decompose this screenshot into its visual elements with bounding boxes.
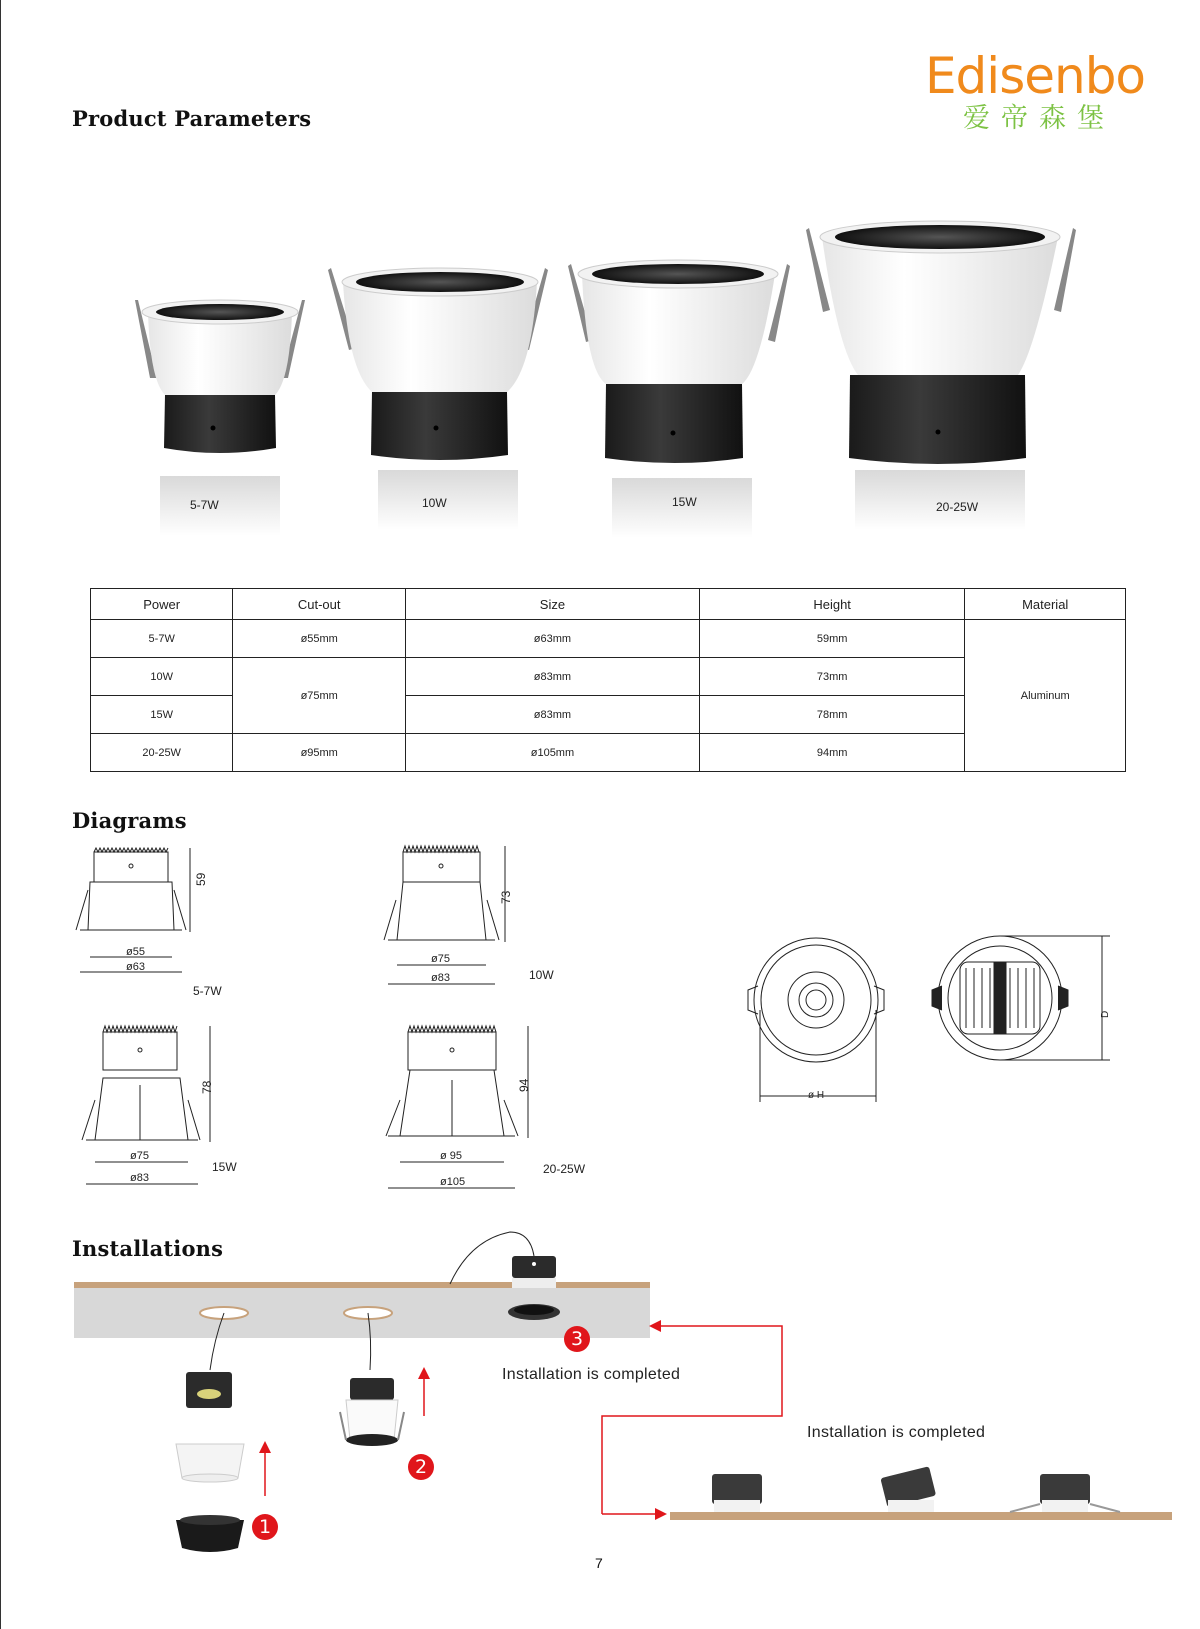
ceiling-board <box>74 1282 650 1338</box>
page-number: 7 <box>595 1555 603 1571</box>
dim-outer-15w: ø83 <box>130 1172 149 1184</box>
step-2-badge: 2 <box>408 1454 434 1480</box>
installation-illustration <box>0 1230 1200 1570</box>
cell-material: Aluminum <box>965 620 1126 772</box>
dim-inner-20-25w: ø 95 <box>440 1150 463 1162</box>
product-photo-10w <box>328 268 548 530</box>
dim-depth: D <box>1100 1010 1111 1018</box>
installation-completed-text-1: Installation is completed <box>502 1366 681 1383</box>
step-1-badge: 1 <box>252 1514 278 1540</box>
cell-cutout: ø55mm <box>233 620 406 658</box>
product-photo-5-7w <box>135 300 305 536</box>
cell-power: 20-25W <box>91 734 233 772</box>
header-power: Power <box>91 589 233 620</box>
header-height: Height <box>699 589 965 620</box>
cell-size: ø63mm <box>406 620 700 658</box>
cell-power: 5-7W <box>91 620 233 658</box>
product-caption-5-7w: 5-7W <box>190 498 219 512</box>
cell-height: 73mm <box>699 658 965 696</box>
header-size: Size <box>406 589 700 620</box>
product-caption-20-25w: 20-25W <box>936 500 979 514</box>
dim-outer-10w: ø83 <box>431 972 450 984</box>
cell-height: 59mm <box>699 620 965 658</box>
header-material: Material <box>965 589 1126 620</box>
technical-diagrams <box>0 840 1200 1210</box>
product-caption-15w: 15W <box>672 495 697 509</box>
installation-completed-text-2: Installation is completed <box>807 1424 986 1441</box>
logo-name-en: Edisenbo <box>924 47 1146 105</box>
dim-height-5-7w: 59 <box>194 872 208 886</box>
cell-size: ø105mm <box>406 734 700 772</box>
diagram-back-view <box>932 936 1110 1060</box>
dim-inner-15w: ø75 <box>130 1150 149 1162</box>
parameters-table <box>90 588 1126 772</box>
diagram-front-view <box>748 938 884 1102</box>
product-photos <box>0 200 1200 540</box>
dim-outer-5-7w: ø63 <box>126 961 145 973</box>
logo-name-cn: 爱帝森堡 <box>963 103 1115 134</box>
cell-power: 15W <box>91 696 233 734</box>
completed-board <box>670 1466 1172 1520</box>
diagram-label-15w: 15W <box>212 1160 237 1174</box>
cell-cutout: ø75mm <box>233 658 406 734</box>
diagrams-heading: Diagrams <box>72 808 187 833</box>
product-parameters-heading: Product Parameters <box>72 106 312 131</box>
dim-outer-20-25w: ø105 <box>440 1176 466 1188</box>
dim-front-diameter: ø H <box>808 1090 825 1101</box>
cell-power: 10W <box>91 658 233 696</box>
dim-height-10w: 73 <box>499 890 513 904</box>
diagram-label-20-25w: 20-25W <box>543 1162 586 1176</box>
diagram-label-10w: 10W <box>529 968 554 982</box>
diagram-side-20-25w <box>386 1026 528 1188</box>
step1-parts <box>176 1313 244 1552</box>
cell-height: 94mm <box>699 734 965 772</box>
table-header-row <box>91 589 1126 620</box>
lamp-installed-top <box>450 1232 556 1288</box>
cell-size: ø83mm <box>406 696 700 734</box>
product-caption-10w: 10W <box>422 496 447 510</box>
header-cutout: Cut-out <box>233 589 406 620</box>
cell-height: 78mm <box>699 696 965 734</box>
dim-inner-10w: ø75 <box>431 953 450 965</box>
dim-height-20-25w: 94 <box>517 1078 531 1092</box>
brand-logo <box>920 47 1150 140</box>
dim-height-15w: 78 <box>200 1080 214 1094</box>
product-photo-20-25w <box>806 221 1076 530</box>
installations-heading: Installations <box>72 1236 224 1261</box>
diagram-label-5-7w: 5-7W <box>193 984 222 998</box>
cell-cutout: ø95mm <box>233 734 406 772</box>
dim-inner-5-7w: ø55 <box>126 946 145 958</box>
cell-size: ø83mm <box>406 658 700 696</box>
step-3-badge: 3 <box>564 1326 590 1352</box>
table-row <box>91 620 1126 658</box>
